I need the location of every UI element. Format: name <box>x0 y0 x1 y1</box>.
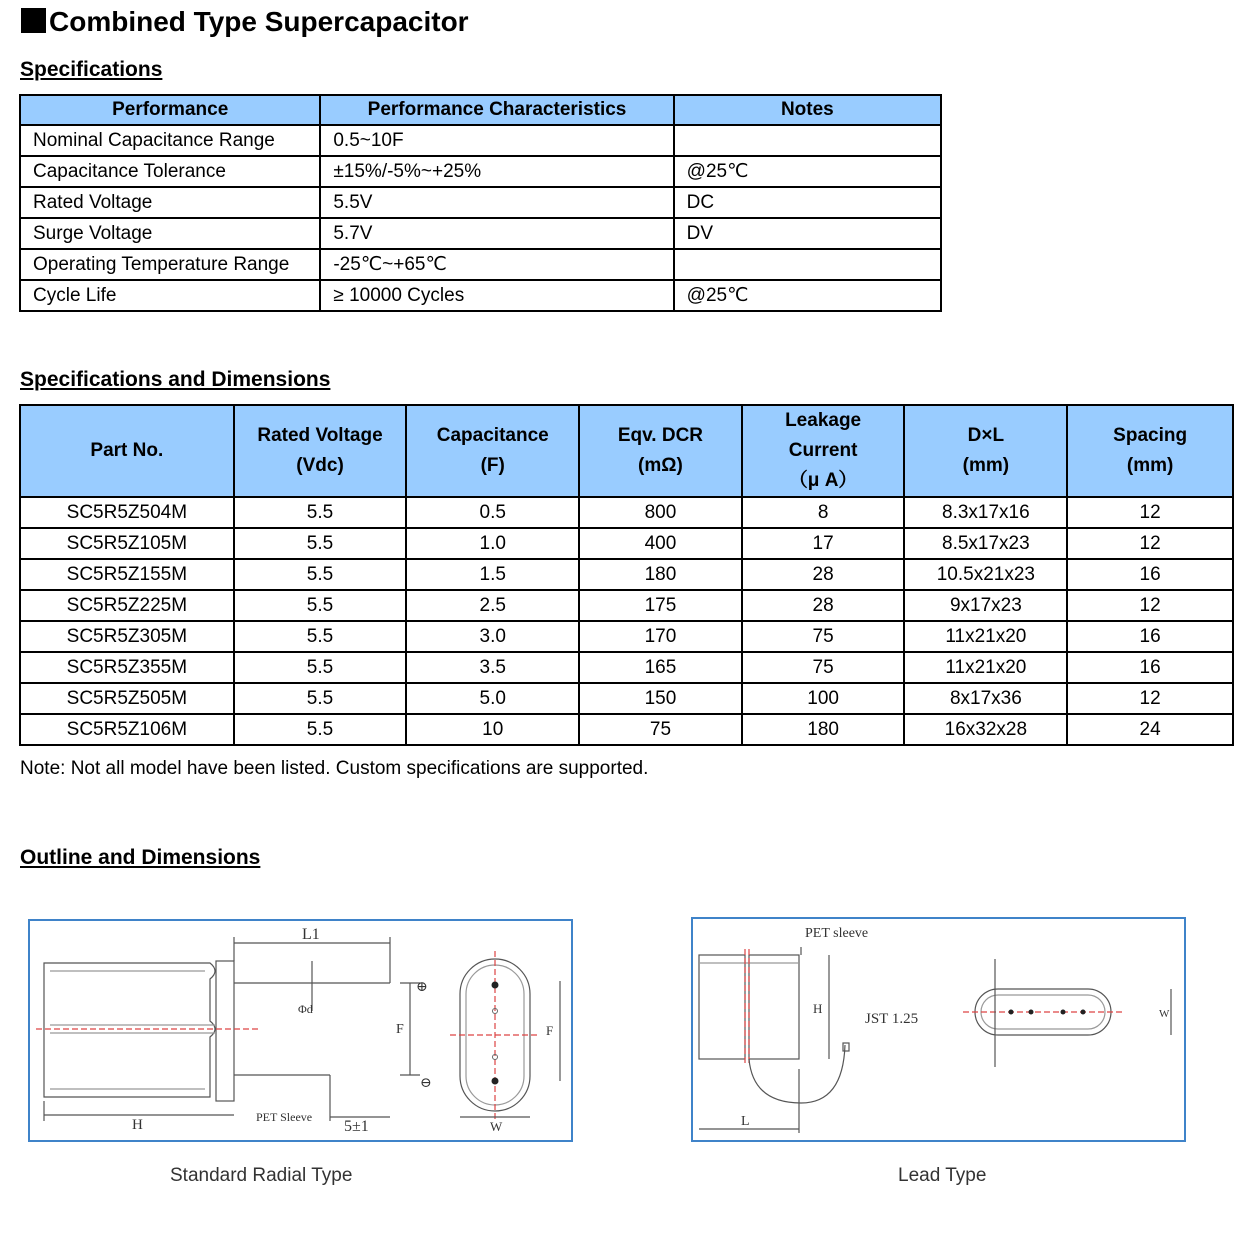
dims-cell: 16 <box>1067 621 1233 652</box>
specifications-table <box>19 94 942 312</box>
dims-cell: 2.5 <box>406 590 579 621</box>
radial-label-sleeve: PET Sleeve <box>256 1110 313 1124</box>
dims-header-line: (Vdc) <box>296 455 344 476</box>
table-row <box>20 559 1233 590</box>
specifications-header-row <box>20 95 941 125</box>
specs-header-cell: Notes <box>674 95 941 125</box>
dims-cell: 3.0 <box>406 621 579 652</box>
dims-cell: 100 <box>742 683 905 714</box>
dims-cell: 170 <box>579 621 742 652</box>
radial-label-spacing: 5±1 <box>344 1118 369 1135</box>
table-row <box>20 187 941 218</box>
specs-cell: Rated Voltage <box>20 187 320 218</box>
specs-cell: -25℃~+65℃ <box>320 249 673 280</box>
dims-cell: 5.5 <box>234 528 407 559</box>
dims-cell: 5.0 <box>406 683 579 714</box>
dims-header-line: Spacing <box>1113 425 1188 446</box>
dims-cell: 800 <box>579 497 742 528</box>
dims-cell: 12 <box>1067 497 1233 528</box>
outline-dimensions-heading: Outline and Dimensions <box>20 846 261 869</box>
dims-cell: SC5R5Z505M <box>20 683 234 714</box>
specs-cell: @25℃ <box>674 280 941 311</box>
standard-radial-drawing <box>30 921 571 1140</box>
specs-header-cell: Performance Characteristics <box>320 95 673 125</box>
specs-cell: @25℃ <box>674 156 941 187</box>
lead-type-drawing <box>693 919 1184 1140</box>
dims-cell: 150 <box>579 683 742 714</box>
lead-label-h: H <box>813 1001 823 1016</box>
dims-cell: 8.3x17x16 <box>904 497 1067 528</box>
table-row <box>20 590 1233 621</box>
dims-cell: SC5R5Z106M <box>20 714 234 745</box>
specifications-heading: Specifications <box>20 58 163 81</box>
dims-header-line: （μ A） <box>788 470 858 491</box>
lead-label-sleeve: PET sleeve <box>805 926 869 941</box>
table-row <box>20 714 1233 745</box>
dims-cell: 3.5 <box>406 652 579 683</box>
table-row <box>20 249 941 280</box>
dims-cell: 8x17x36 <box>904 683 1067 714</box>
table-row <box>20 156 941 187</box>
radial-label-l1: L1 <box>302 926 320 943</box>
dims-cell: 75 <box>742 652 905 683</box>
dims-cell: 9x17x23 <box>904 590 1067 621</box>
dims-cell: 16 <box>1067 652 1233 683</box>
dims-cell: SC5R5Z355M <box>20 652 234 683</box>
dims-cell: 28 <box>742 590 905 621</box>
dims-cell: 24 <box>1067 714 1233 745</box>
dims-header-cell <box>234 405 407 497</box>
page-title <box>21 6 469 38</box>
dims-header-cell <box>742 405 905 497</box>
specs-cell: 0.5~10F <box>320 125 673 156</box>
specs-cell: DV <box>674 218 941 249</box>
square-bullet-icon <box>21 8 46 33</box>
dims-cell: 12 <box>1067 683 1233 714</box>
dims-cell: SC5R5Z504M <box>20 497 234 528</box>
dims-cell: 5.5 <box>234 714 407 745</box>
dims-cell: SC5R5Z305M <box>20 621 234 652</box>
standard-radial-diagram <box>28 919 573 1142</box>
radial-label-w: W <box>490 1119 503 1134</box>
specs-cell <box>674 249 941 280</box>
lead-label-w: W <box>1159 1008 1170 1020</box>
dims-cell: 0.5 <box>406 497 579 528</box>
dims-cell: 75 <box>579 714 742 745</box>
specs-cell: 5.7V <box>320 218 673 249</box>
dims-cell: 17 <box>742 528 905 559</box>
radial-label-f: F <box>396 1022 404 1037</box>
dims-cell: SC5R5Z225M <box>20 590 234 621</box>
table-row <box>20 528 1233 559</box>
dims-header-cell <box>904 405 1067 497</box>
dims-cell: SC5R5Z105M <box>20 528 234 559</box>
dims-cell: 10 <box>406 714 579 745</box>
specifications-dimensions-heading: Specifications and Dimensions <box>20 368 331 391</box>
dims-cell: 5.5 <box>234 683 407 714</box>
dims-header-line: (mm) <box>1126 455 1174 476</box>
dims-header-line: Leakage <box>785 410 862 431</box>
dims-cell: 400 <box>579 528 742 559</box>
dims-cell: 12 <box>1067 590 1233 621</box>
radial-label-f2: F <box>546 1023 554 1038</box>
dims-header-cell <box>20 405 234 497</box>
specs-cell: Cycle Life <box>20 280 320 311</box>
minus-terminal-icon: ⊖ <box>420 1076 432 1091</box>
dims-cell: 28 <box>742 559 905 590</box>
dims-cell: 1.0 <box>406 528 579 559</box>
specs-cell: ±15%/-5%~+25% <box>320 156 673 187</box>
table-row <box>20 621 1233 652</box>
table-row <box>20 125 941 156</box>
specs-header-cell: Performance <box>20 95 320 125</box>
dims-cell: 180 <box>579 559 742 590</box>
radial-label-h: H <box>132 1117 143 1133</box>
dims-header-line: Part No. <box>90 440 164 461</box>
dims-cell: 10.5x21x23 <box>904 559 1067 590</box>
dims-cell: 5.5 <box>234 621 407 652</box>
dims-cell: 5.5 <box>234 559 407 590</box>
dims-cell: 5.5 <box>234 590 407 621</box>
dims-cell: 5.5 <box>234 652 407 683</box>
dims-header-cell <box>579 405 742 497</box>
dims-cell: 16x32x28 <box>904 714 1067 745</box>
dims-header-line: Rated Voltage <box>257 425 383 446</box>
dims-cell: 165 <box>579 652 742 683</box>
specs-cell: Nominal Capacitance Range <box>20 125 320 156</box>
dims-cell: 8 <box>742 497 905 528</box>
table-row <box>20 652 1233 683</box>
lead-label-l: L <box>741 1114 750 1129</box>
dims-cell: 11x21x20 <box>904 621 1067 652</box>
dims-header-line: (mΩ) <box>638 455 683 476</box>
radial-label-phi-d: Φd <box>298 1002 313 1016</box>
dims-cell: 180 <box>742 714 905 745</box>
dims-cell: 175 <box>579 590 742 621</box>
dims-cell: 75 <box>742 621 905 652</box>
specs-cell: Capacitance Tolerance <box>20 156 320 187</box>
specs-cell <box>674 125 941 156</box>
lead-caption: Lead Type <box>898 1165 987 1186</box>
dims-cell: 11x21x20 <box>904 652 1067 683</box>
dims-header-line: Capacitance <box>436 425 549 446</box>
dims-header-cell <box>1067 405 1233 497</box>
specs-cell: 5.5V <box>320 187 673 218</box>
dims-header-line: (mm) <box>962 455 1010 476</box>
table-row <box>20 218 941 249</box>
specs-cell: ≥ 10000 Cycles <box>320 280 673 311</box>
dims-cell: 1.5 <box>406 559 579 590</box>
table-row <box>20 497 1233 528</box>
dims-cell: 8.5x17x23 <box>904 528 1067 559</box>
lead-type-diagram <box>691 917 1186 1142</box>
dims-header-line: (F) <box>480 455 505 476</box>
dims-cell: 5.5 <box>234 497 407 528</box>
dims-header-line: Current <box>788 440 858 461</box>
table-row <box>20 683 1233 714</box>
dimensions-header-row <box>20 405 1233 497</box>
specs-cell: Surge Voltage <box>20 218 320 249</box>
dims-header-cell <box>406 405 579 497</box>
plus-terminal-icon: ⊕ <box>416 980 428 995</box>
dims-header-line: Eqv. DCR <box>617 425 704 446</box>
table-note: Note: Not all model have been listed. Custom specifications are supported. <box>20 758 649 779</box>
specs-cell: DC <box>674 187 941 218</box>
dims-cell: 16 <box>1067 559 1233 590</box>
page-title-text: Combined Type Supercapacitor <box>49 6 469 37</box>
dims-header-line: D×L <box>967 425 1005 446</box>
dims-cell: SC5R5Z155M <box>20 559 234 590</box>
specs-cell: Operating Temperature Range <box>20 249 320 280</box>
table-row <box>20 280 941 311</box>
dims-cell: 12 <box>1067 528 1233 559</box>
radial-caption: Standard Radial Type <box>170 1165 353 1186</box>
specifications-dimensions-table <box>19 404 1234 746</box>
lead-label-jst: JST 1.25 <box>865 1011 919 1027</box>
